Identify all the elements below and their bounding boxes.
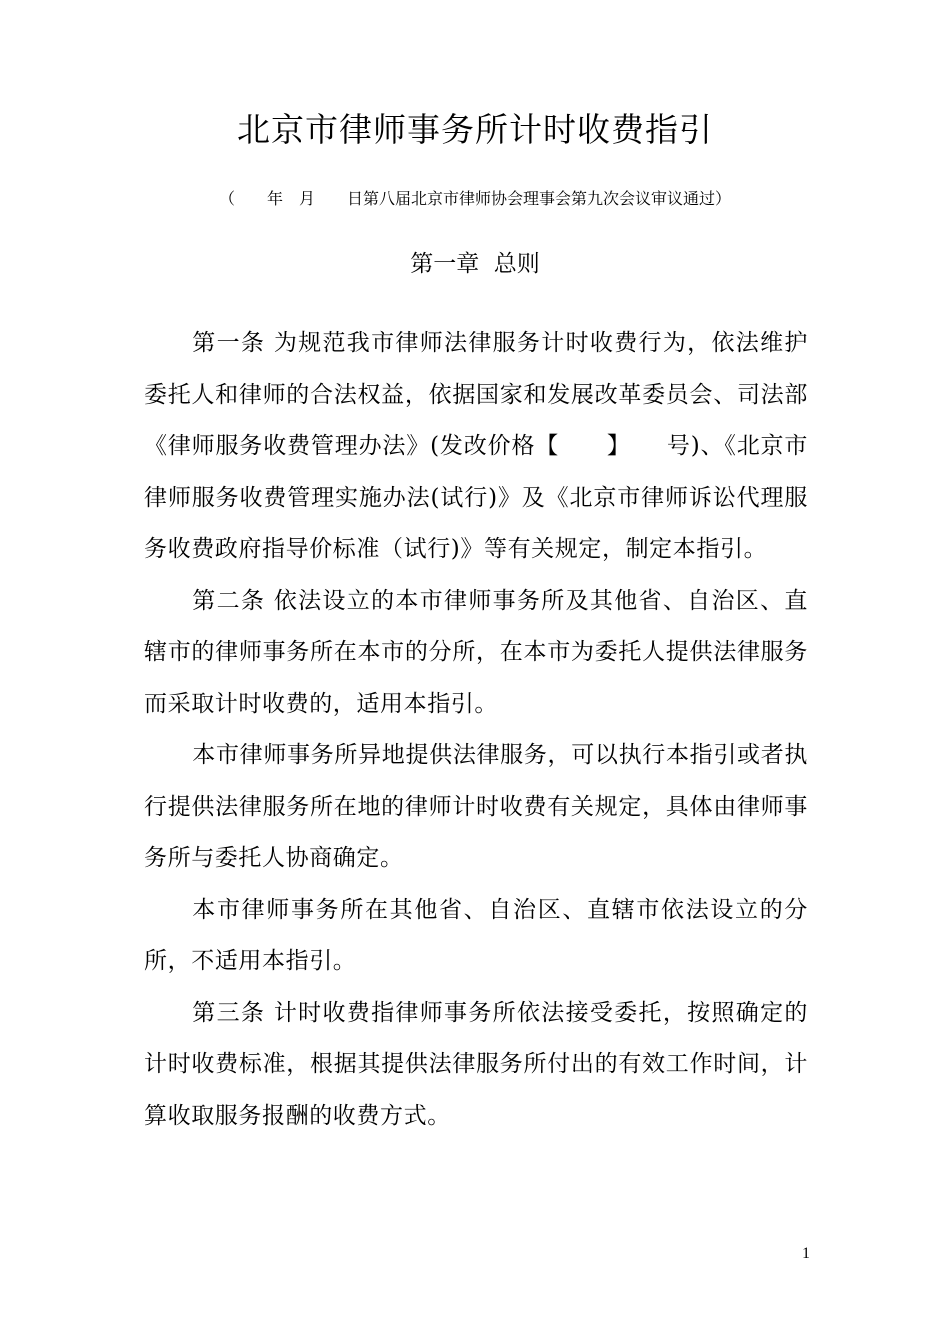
page-number: 1: [802, 1245, 810, 1262]
article-1-paragraph: 第一条 为规范我市律师法律服务计时收费行为，依法维护委托人和律师的合法权益，依据国家和发展改革委员会、司法部《律师服务收费管理办法》(发改价格【 】 号)、《北京市律师服务收费管理实施办法(试行)》及《北京市律师诉讼代理服务收费政府指导价标准（试行)》等有关规定，制定本指引。: [144, 330, 808, 562]
article-2-offsite-paragraph: 本市律师事务所异地提供法律服务，可以执行本指引或者执行提供法律服务所在地的律师计时收费有关规定，具体由律师事务所与委托人协商确定。: [144, 742, 808, 871]
article-2-branch-paragraph: 本市律师事务所在其他省、自治区、直辖市依法设立的分所，不适用本指引。: [144, 896, 808, 974]
article-3-paragraph: 第三条 计时收费指律师事务所依法接受委托，按照确定的计时收费标准，根据其提供法律服务所付出的有效工作时间，计算收取服务报酬的收费方式。: [144, 999, 808, 1129]
approval-note: （ 年 月 日第八届北京市律师协会理事会第九次会议审议通过）: [218, 189, 731, 208]
article-2-paragraph: 第二条 依法设立的本市律师事务所及其他省、自治区、直辖市的律师事务所在本市的分所，在本市为委托人提供法律服务而采取计时收费的，适用本指引。: [144, 587, 808, 717]
document-title: 北京市律师事务所计时收费指引: [237, 110, 713, 149]
chapter-heading: 第一章 总则: [410, 251, 540, 277]
document-body: [144, 318, 808, 1142]
